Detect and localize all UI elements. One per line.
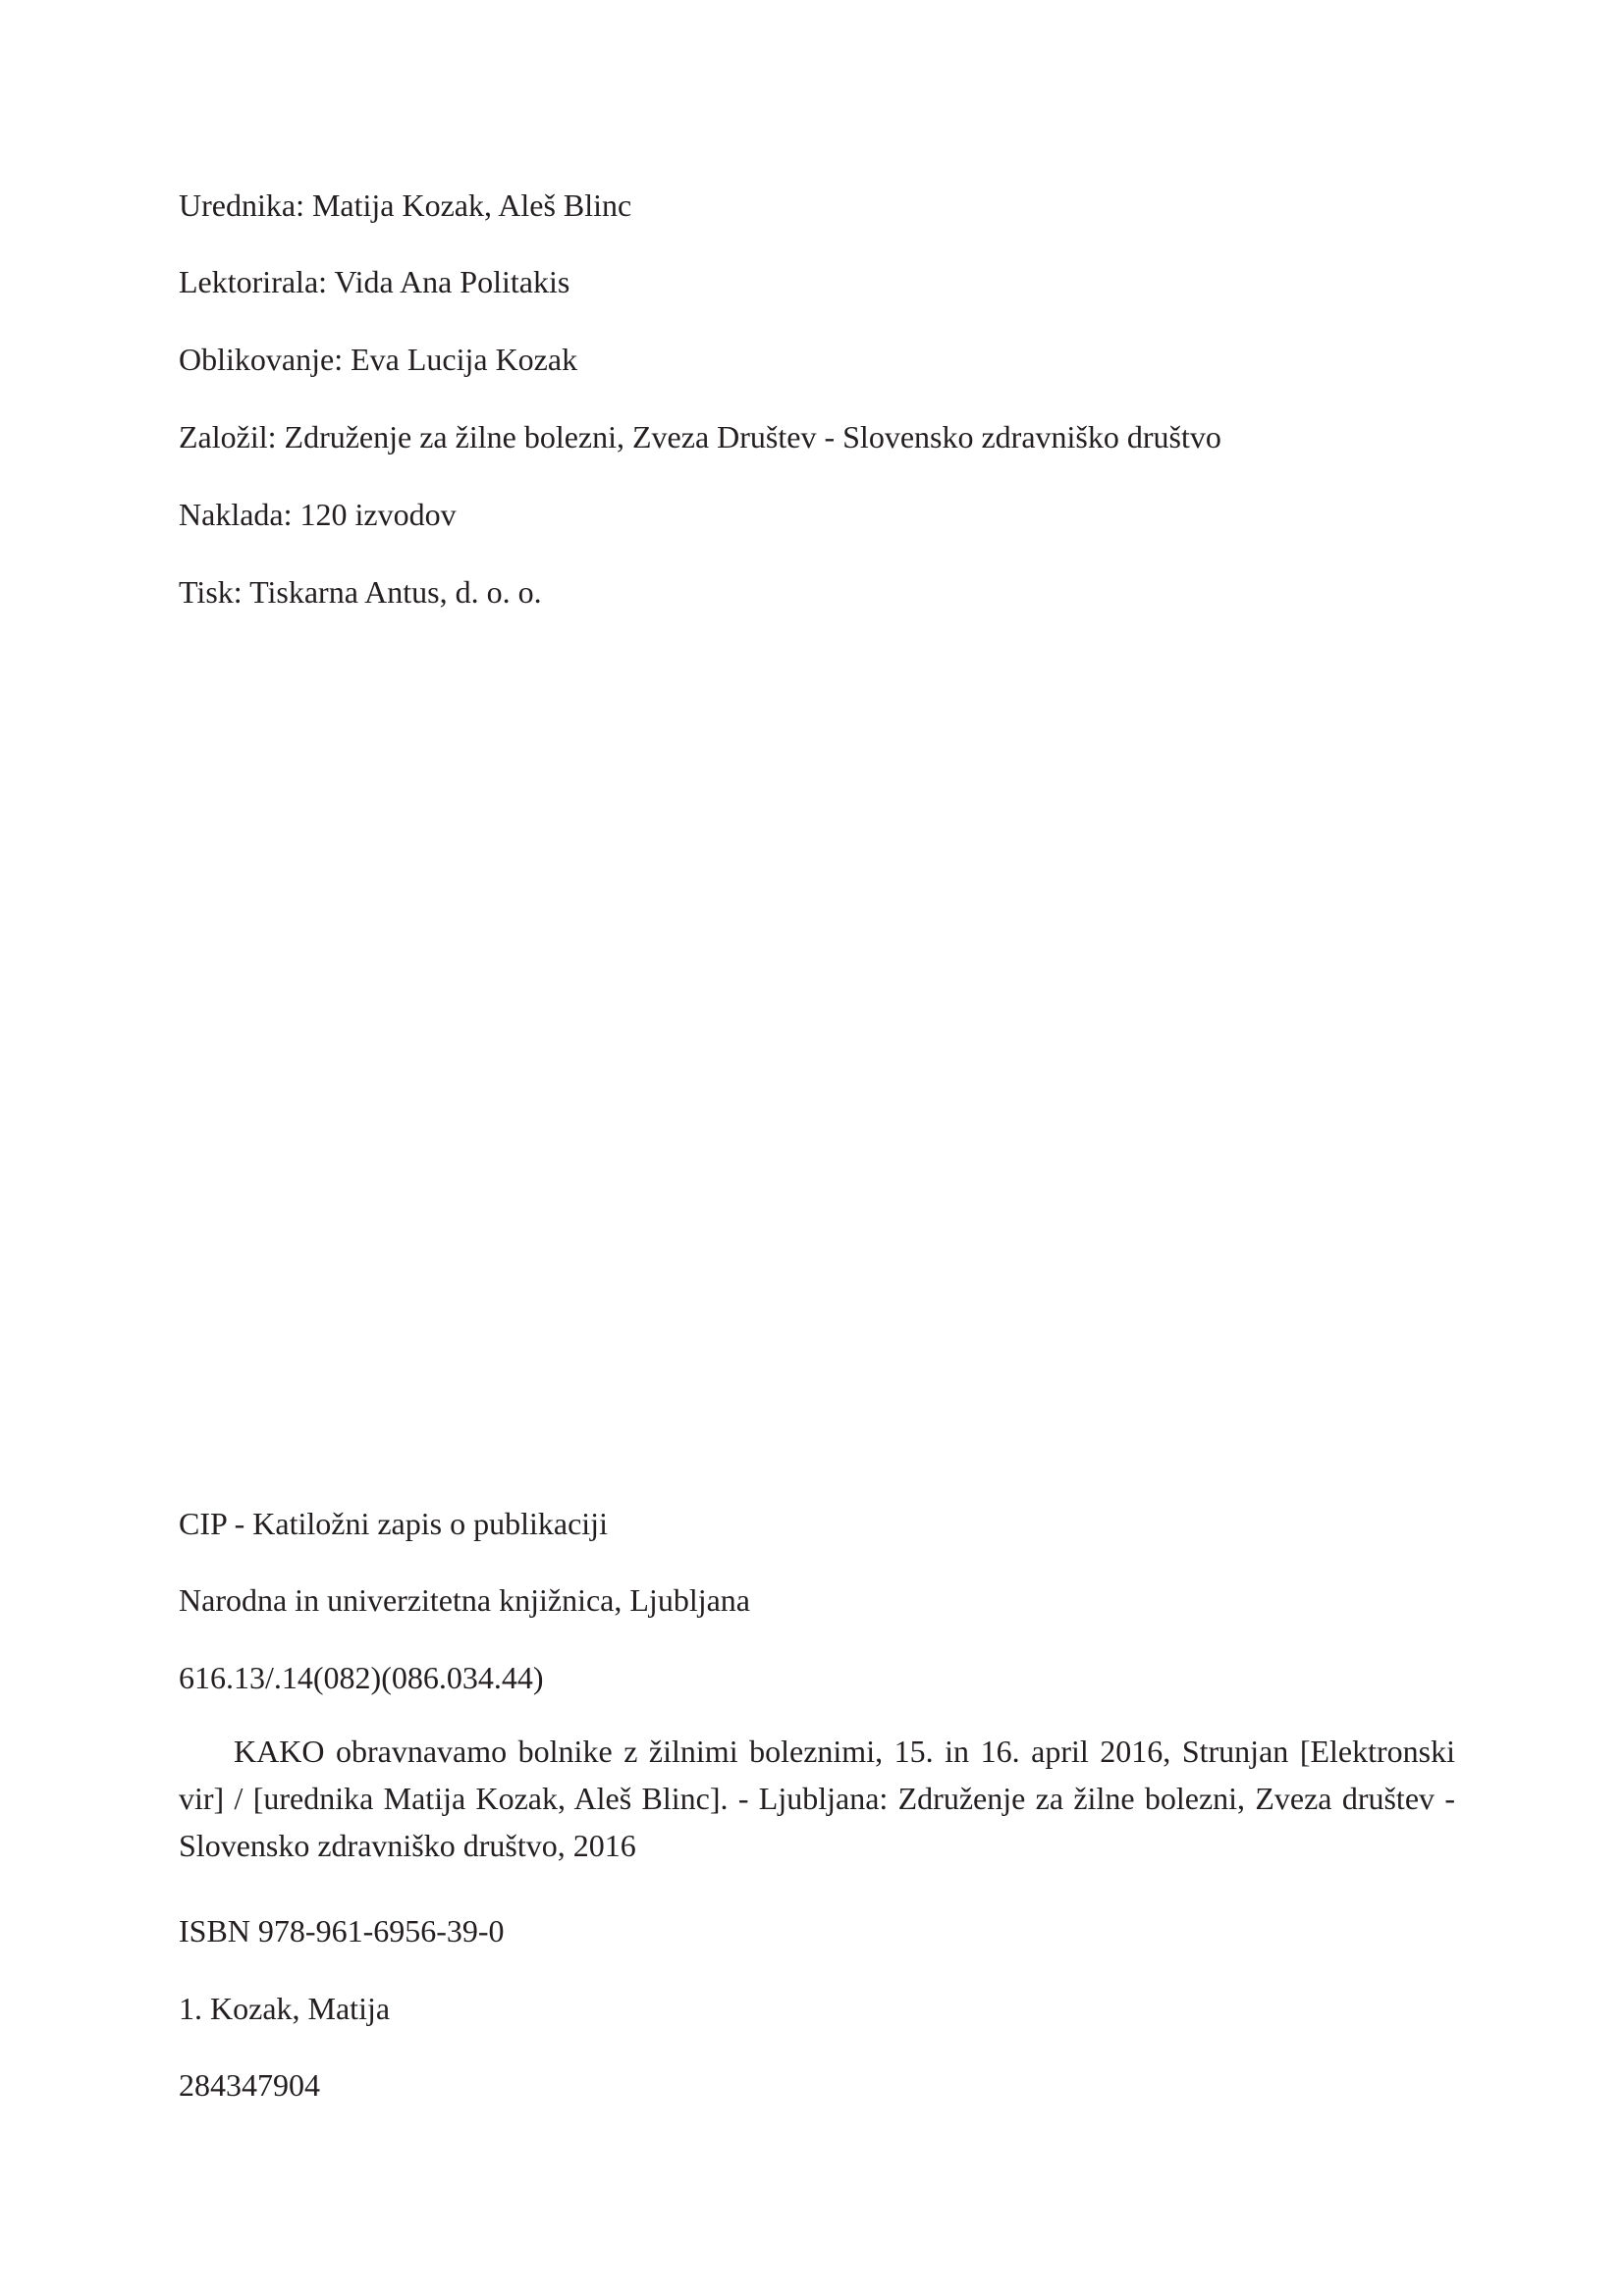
editors-line: Urednika: Matija Kozak, Aleš Blinc — [179, 187, 632, 223]
cip-cobiss-id: 284347904 — [179, 2067, 320, 2103]
cip-subject: 1. Kozak, Matija — [179, 1991, 391, 2026]
cip-heading: CIP - Katiložni zapis o publikaciji — [179, 1506, 608, 1541]
cip-description: KAKO obravnavamo bolnike z žilnimi boleznimi, 15. in 16. april 2016, Strunjan [Elektronski vir] / [urednika Matija Kozak, Aleš Blinc]. - Ljubljana: Združenje za žilne bolezni, Zveza društev - Slovensko zdravniško društvo, 2016 — [179, 1734, 1455, 1863]
printer-line: Tisk: Tiskarna Antus, d. o. o. — [179, 574, 542, 610]
print-run-line: Naklada: 120 izvodov — [179, 497, 457, 532]
cip-isbn: ISBN 978-961-6956-39-0 — [179, 1913, 505, 1949]
publisher-line: Založil: Združenje za žilne bolezni, Zveza Društev - Slovensko zdravniško društvo — [179, 419, 1221, 454]
cip-library: Narodna in univerzitetna knjižnica, Ljubljana — [179, 1582, 750, 1618]
cip-udc: 616.13/.14(082)(086.034.44) — [179, 1660, 544, 1695]
proofreader-line: Lektorirala: Vida Ana Politakis — [179, 264, 570, 299]
design-line: Oblikovanje: Eva Lucija Kozak — [179, 342, 578, 377]
